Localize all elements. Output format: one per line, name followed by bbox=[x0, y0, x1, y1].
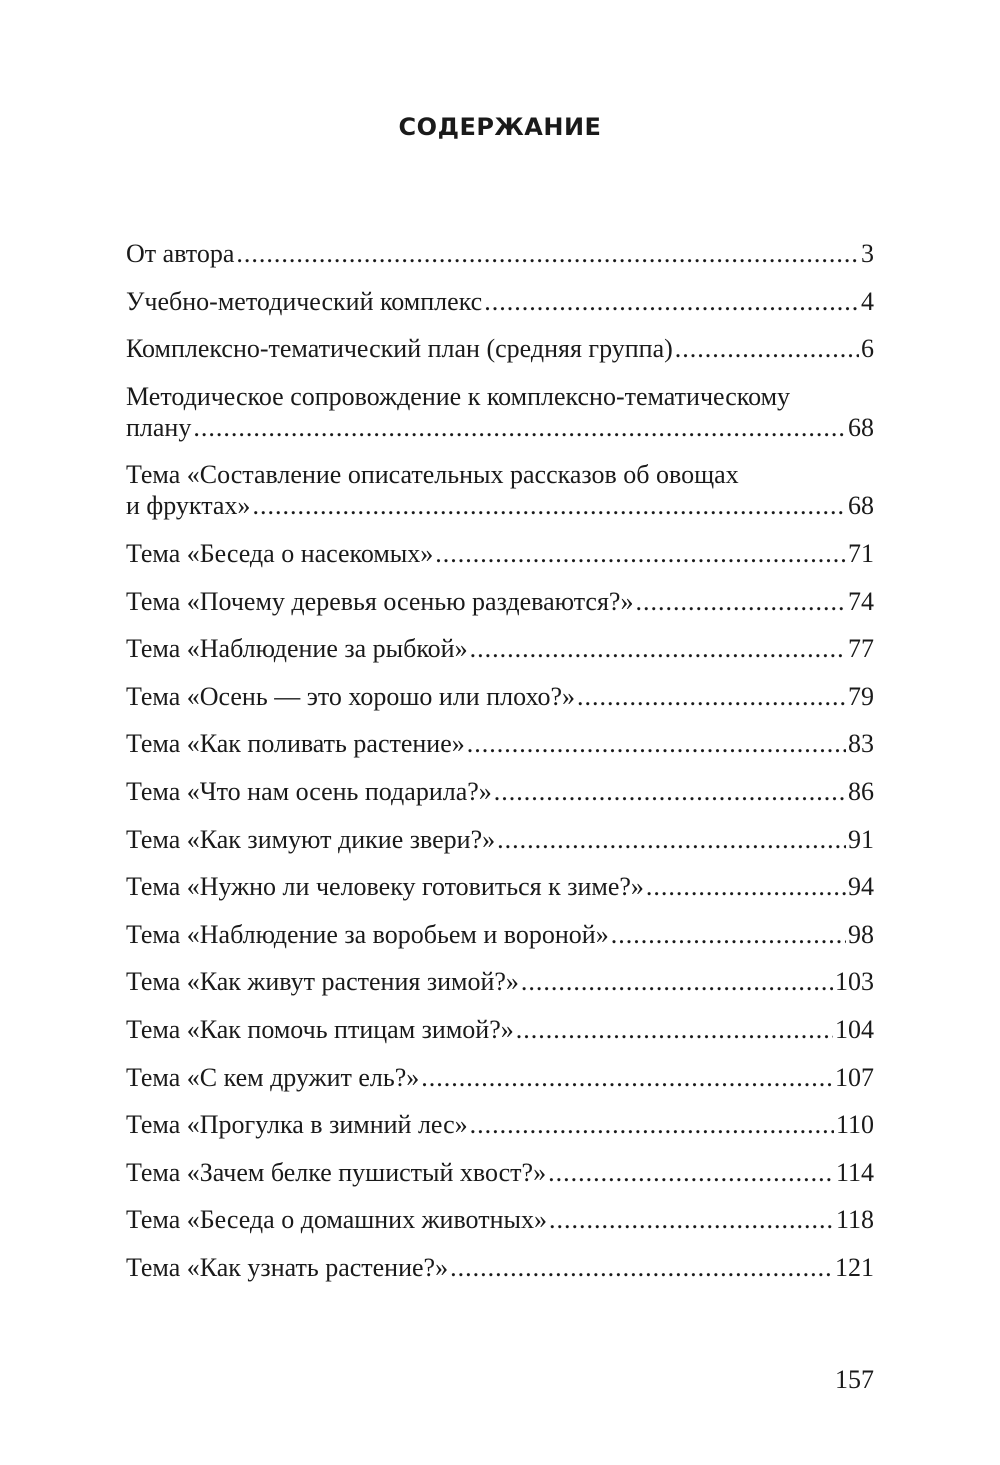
dot-leader bbox=[646, 871, 846, 902]
dot-leader bbox=[435, 538, 846, 569]
page-title: СОДЕРЖАНИЕ bbox=[398, 113, 602, 141]
dot-leader bbox=[675, 333, 859, 364]
toc-entry-page-number: 6 bbox=[861, 334, 874, 364]
dot-leader bbox=[450, 1252, 833, 1283]
toc-entry-line bbox=[126, 1204, 874, 1235]
toc-entry-page-number: 110 bbox=[835, 1110, 874, 1140]
toc-entry[interactable] bbox=[126, 459, 874, 521]
toc-entry-line bbox=[126, 871, 874, 902]
toc-entry-title: От автора bbox=[126, 239, 235, 268]
toc-entry-title: Тема «Как зимуют дикие звери?» bbox=[126, 824, 496, 854]
toc-entry-line bbox=[126, 238, 874, 269]
toc-entry[interactable] bbox=[126, 871, 874, 902]
toc-entry-line bbox=[126, 586, 874, 617]
toc-entry-line bbox=[126, 1109, 874, 1140]
toc-entry[interactable] bbox=[126, 633, 874, 664]
toc-entry-page-number: 68 bbox=[848, 412, 874, 442]
toc-entry-title: Тема «Как помочь птицам зимой?» bbox=[126, 1014, 514, 1044]
toc-entry[interactable] bbox=[126, 919, 874, 950]
toc-entry[interactable] bbox=[126, 1062, 874, 1093]
toc-entry-title: Тема «Зачем белке пушистый хвост?» bbox=[126, 1157, 547, 1187]
dot-leader bbox=[484, 286, 859, 317]
toc-entry-title: Тема «Что нам осень подарила?» bbox=[126, 776, 492, 806]
toc-entry[interactable] bbox=[126, 1252, 874, 1283]
toc-entry-line bbox=[126, 1014, 874, 1045]
toc-entry-page-number: 114 bbox=[835, 1157, 874, 1187]
toc-entry-page-number: 86 bbox=[848, 776, 874, 806]
dot-leader bbox=[470, 633, 846, 664]
dot-leader bbox=[549, 1204, 834, 1235]
toc-entry-page-number: 107 bbox=[835, 1062, 874, 1092]
toc-entry[interactable] bbox=[126, 1109, 874, 1140]
dot-leader bbox=[611, 919, 846, 950]
toc-entry-line bbox=[126, 776, 874, 807]
toc-entry-page-number: 4 bbox=[861, 286, 874, 316]
toc-entry-line bbox=[126, 633, 874, 664]
toc-entry-line bbox=[126, 1252, 874, 1283]
dot-leader bbox=[516, 1014, 833, 1045]
dot-leader bbox=[635, 586, 846, 617]
toc-entry-page-number: 98 bbox=[848, 919, 874, 949]
toc-entry[interactable] bbox=[126, 1014, 874, 1045]
dot-leader bbox=[548, 1157, 834, 1188]
table-of-contents bbox=[126, 238, 874, 1299]
toc-entry-page-number: 103 bbox=[835, 967, 874, 997]
toc-entry-line bbox=[126, 824, 874, 855]
dot-leader bbox=[193, 412, 846, 443]
dot-leader bbox=[252, 490, 846, 521]
dot-leader bbox=[236, 238, 859, 269]
toc-entry[interactable] bbox=[126, 586, 874, 617]
dot-leader bbox=[521, 966, 833, 997]
toc-entry-line bbox=[126, 966, 874, 997]
toc-entry[interactable] bbox=[126, 333, 874, 364]
toc-entry-page-number: 91 bbox=[848, 824, 874, 854]
toc-entry[interactable] bbox=[126, 728, 874, 759]
dot-leader bbox=[467, 728, 846, 759]
toc-entry-title-first-line: Методическое сопровождение к комплексно-тематическому bbox=[126, 381, 791, 411]
toc-entry-page-number: 104 bbox=[835, 1014, 874, 1044]
toc-entry-title: Тема «Беседа о домашних животных» bbox=[126, 1205, 547, 1235]
toc-entry-page-number: 3 bbox=[861, 239, 874, 268]
dot-leader bbox=[470, 1109, 834, 1140]
toc-entry-line bbox=[126, 333, 874, 364]
toc-entry-line bbox=[126, 1062, 874, 1093]
toc-entry[interactable] bbox=[126, 776, 874, 807]
toc-entry-title: плану bbox=[126, 412, 192, 442]
toc-entry-page-number: 83 bbox=[848, 729, 874, 759]
toc-entry-title: Тема «Осень — это хорошо или плохо?» bbox=[126, 681, 575, 711]
toc-entry[interactable] bbox=[126, 681, 874, 712]
toc-entry-title: Тема «Почему деревья осенью раздеваются?» bbox=[126, 586, 634, 616]
toc-entry-title: Тема «Как узнать растение?» bbox=[126, 1252, 449, 1282]
dot-leader bbox=[421, 1062, 833, 1093]
toc-entry-line bbox=[126, 490, 874, 521]
toc-entry[interactable] bbox=[126, 381, 874, 443]
toc-entry-title: Комплексно-тематический план (средняя группа) bbox=[126, 334, 673, 364]
toc-entry[interactable] bbox=[126, 538, 874, 569]
toc-entry-title: Тема «Как живут растения зимой?» bbox=[126, 967, 519, 997]
toc-entry[interactable] bbox=[126, 1157, 874, 1188]
toc-entry-page-number: 94 bbox=[848, 872, 874, 902]
toc-entry-title: Тема «Наблюдение за рыбкой» bbox=[126, 634, 468, 664]
dot-leader bbox=[497, 824, 846, 855]
toc-entry-page-number: 79 bbox=[848, 681, 874, 711]
toc-entry-line bbox=[126, 919, 874, 950]
toc-entry[interactable] bbox=[126, 1204, 874, 1235]
toc-entry-title-first-line: Тема «Составление описательных рассказов об овощах bbox=[126, 460, 739, 490]
page-number: 157 bbox=[835, 1365, 874, 1394]
toc-entry-line bbox=[126, 728, 874, 759]
toc-entry-title: и фруктах» bbox=[126, 491, 251, 521]
toc-entry-title: Тема «Беседа о насекомых» bbox=[126, 538, 434, 568]
toc-entry-title: Тема «Как поливать растение» bbox=[126, 729, 465, 759]
toc-entry-page-number: 118 bbox=[835, 1205, 874, 1235]
toc-entry-title: Тема «Наблюдение за воробьем и вороной» bbox=[126, 919, 609, 949]
toc-entry-page-number: 77 bbox=[848, 634, 874, 664]
toc-entry[interactable] bbox=[126, 238, 874, 269]
toc-entry-page-number: 121 bbox=[835, 1252, 874, 1282]
toc-entry-page-number: 74 bbox=[848, 586, 874, 616]
toc-entry-title: Учебно-методический комплекс bbox=[126, 286, 483, 316]
toc-entry-line bbox=[126, 286, 874, 317]
toc-entry-page-number: 68 bbox=[848, 491, 874, 521]
dot-leader bbox=[577, 681, 846, 712]
toc-entry-line bbox=[126, 681, 874, 712]
toc-entry-line bbox=[126, 412, 874, 443]
toc-entry-title: Тема «Прогулка в зимний лес» bbox=[126, 1110, 468, 1140]
toc-entry[interactable] bbox=[126, 824, 874, 855]
toc-entry-line bbox=[126, 1157, 874, 1188]
toc-entry[interactable] bbox=[126, 966, 874, 997]
toc-entry-page-number: 71 bbox=[848, 538, 874, 568]
toc-entry[interactable] bbox=[126, 286, 874, 317]
toc-entry-title: Тема «Нужно ли человеку готовиться к зиме?» bbox=[126, 872, 644, 902]
dot-leader bbox=[494, 776, 846, 807]
toc-entry-line bbox=[126, 538, 874, 569]
toc-entry-title: Тема «С кем дружит ель?» bbox=[126, 1062, 420, 1092]
